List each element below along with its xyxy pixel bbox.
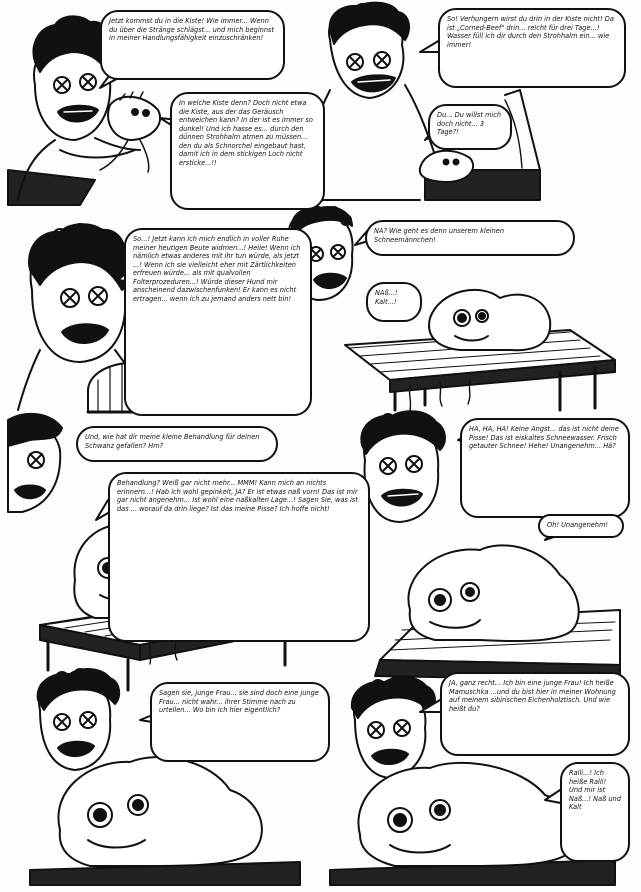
speech-bubble: Jetzt kommst du in die Kiste! Wie immer... Wenn du über die Stränge schlägst... und mich beginnst in meiner Handlungsfähigkeit einzuschränken! (100, 10, 285, 80)
speech-bubble: Behandlung? Weiß gar nicht mehr... MMM! Kann mich an nichts erinnern...! Hab ich wohl gepinkelt, JA? Er ist etwas naß vorn! Das ist mir gar nicht angenehm... Ist wohl eine naßkalten Lage...! Sagen Sie, was ist das ... worauf da drin liege? Ist das meine Pisse? Ich hoffe nicht! (108, 472, 370, 642)
speech-bubble: Sagen sie, junge Frau... sie sind doch eine junge Frau... nicht wahr... ihrer Stimme nach zu urteilen... Wo bin ich hier eigentlich? (150, 682, 330, 762)
speech-bubble: HA, HA, HA! Keine Angst... das ist nicht deine Pisse! Das ist eiskaltes Schneewasser. Frisch getauter Schnee! Hehe! Unangenehm... Hä? (460, 418, 630, 518)
speech-bubble: NA? Wie geht es denn unserem kleinen Schneemännchen! (365, 220, 575, 256)
speech-bubble: In welche Kiste denn? Doch nicht etwa die Kiste, aus der das Geräusch entweichen kann? In der ist es immer so dunkel! Und ich hasse es... durch den dünnen Strohhalm atmen zu müssen... den du als Schnorchel eingebaut hast, damit ich in dem stickigen Loch nicht ersticke...!! (170, 92, 325, 210)
speech-bubble: So! Verhungern wirst du drin in der Kiste nicht! Da ist „Corned-Beef" drin... reicht für drei Tage...! Wasser füll ich dir durch den Strohhalm ein... wie immer! (438, 8, 626, 88)
speech-bubble: Du... Du willst mich doch nicht... 3 Tage?! (428, 104, 512, 150)
speech-bubble: Oh! Unangenehm! (538, 514, 624, 538)
speech-bubble: Ralli...! Ich heiße Ralli! Und mir ist Naß...! Naß und Kalt (560, 762, 630, 862)
speech-bubble: Und, wie hat dir meine kleine Behandlung für deinen Schwanz gefallen? Hm? (76, 426, 278, 462)
speech-bubble: NAß...! Kalt...! (366, 282, 422, 322)
speech-bubble: JA, ganz recht... Ich bin eine junge Frau! Ich heiße Mamuschka ...und du bist hier in meiner Wohnung auf meinem sibirischen Eichenholztisch. Und wie heißt du? (440, 672, 630, 756)
speech-bubble: So...! Jetzt kann ich mich endlich in voller Ruhe meiner heutigen Beute widmen...! Heile! Wenn ich nämlich etwas anderes mit ihr tun würde, als jetzt ...! Wenn ich sie vielleicht eher mit Zärtlichkeiten erfreuen würde... als mit qualvollen Folterprozeduren...! Würde dieser Hund mir anscheinend dazwischenfunken! Er kann es nicht ertragen... wenn ich zu jemand anders nett bin! (124, 228, 312, 416)
